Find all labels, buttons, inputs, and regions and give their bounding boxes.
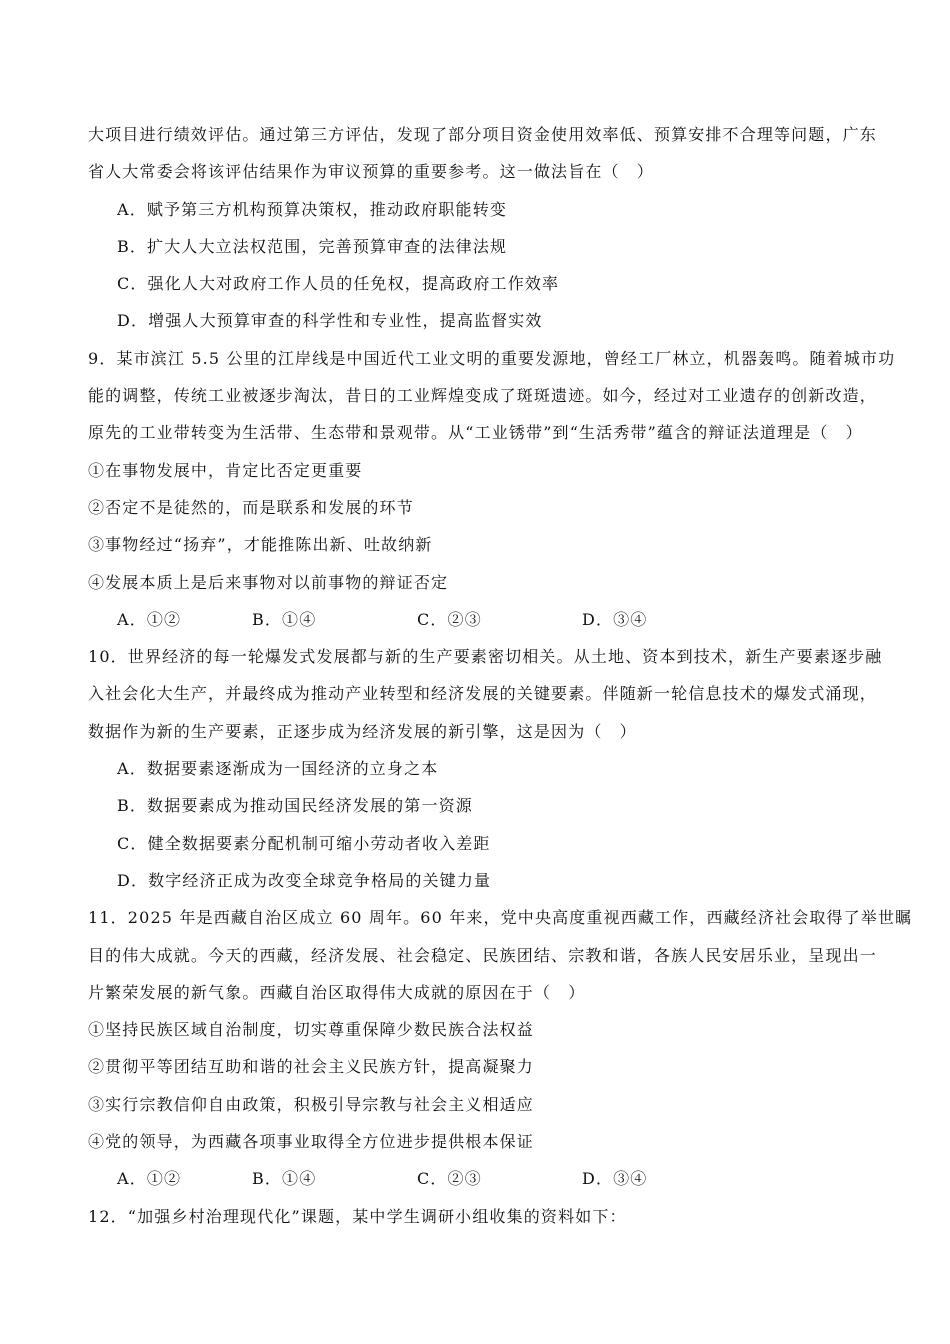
question-stem-line: 数据作为新的生产要素，正逐步成为经济发展的新引擎，这是因为（ ） (88, 721, 637, 741)
option-b: B．扩大人大立法权范围，完善预算审查的法律法规 (117, 236, 508, 256)
question-stem-line: 11．2025 年是西藏自治区成立 60 周年。60 年来，党中央高度重视西藏工作，西藏经济社会取得了举世瞩 (88, 908, 913, 928)
question-12 (88, 1198, 878, 1235)
statement-2: ②否定不是徒然的，而是联系和发展的环节 (88, 497, 414, 517)
question-stem-line: 大项目进行绩效评估。通过第三方评估，发现了部分项目资金使用效率低、预算安排不合理等问题，广东 (88, 125, 877, 144)
statement-1: ①在事物发展中，肯定比否定更重要 (88, 460, 363, 480)
statement-1: ①坚持民族区域自治制度，切实尊重保障少数民族合法权益 (88, 1020, 534, 1040)
question-stem-line: 12．“加强乡村治理现代化”课题，某中学生调研小组收集的资料如下： (88, 1206, 627, 1226)
statement-2: ②贯彻平等团结互助和谐的社会主义民族方针，提高凝聚力 (88, 1057, 534, 1077)
statement-4: ④发展本质上是后来事物对以前事物的辩证否定 (88, 572, 449, 592)
option-a: A．赋予第三方机构预算决策权，推动政府职能转变 (117, 199, 508, 219)
choice-d: D．③④ (582, 609, 648, 629)
question-stem-line: 目的伟大成就。今天的西藏，经济发展、社会稳定、民族团结、宗教和谐，各族人民安居乐业，呈现出一 (88, 945, 877, 965)
option-c: C．强化人大对政府工作人员的任免权，提高政府工作效率 (117, 274, 560, 294)
choice-d: D．③④ (582, 1169, 648, 1189)
answer-choices (88, 601, 878, 638)
choice-c: C．②③ (417, 609, 482, 629)
choice-b: B．①④ (252, 609, 317, 629)
statement-4: ④党的领导，为西藏各项事业取得全方位进步提供根本保证 (88, 1132, 534, 1152)
question-stem-line: 10．世界经济的每一轮爆发式发展都与新的生产要素密切相关。从土地、资本到技术，新生产要素逐步融 (88, 647, 883, 667)
exam-document (88, 116, 913, 1235)
option-c: C．健全数据要素分配机制可缩小劳动者收入差距 (117, 833, 491, 853)
choice-c: C．②③ (417, 1169, 482, 1189)
choice-a: A．①② (117, 609, 182, 629)
question-stem-line: 省人大常委会将该评估结果作为审议预算的重要参考。这一做法旨在（ ） (88, 162, 654, 182)
question-8 (88, 116, 878, 340)
option-a: A．数据要素逐渐成为一国经济的立身之本 (117, 759, 439, 779)
choice-a: A．①② (117, 1169, 182, 1189)
statement-3: ③事物经过“扬弃”，才能推陈出新、吐故纳新 (88, 535, 433, 555)
question-stem-line: 能的调整，传统工业被逐步淘汰，昔日的工业辉煌变成了斑斑遗迹。如今，经过对工业遗存的创新改造， (88, 386, 877, 406)
option-d: D．数字经济正成为改变全球竞争格局的关键力量 (117, 870, 492, 890)
question-stem-line: 片繁荣发展的新气象。西藏自治区取得伟大成就的原因在于（ ） (88, 982, 586, 1002)
option-b: B．数据要素成为推动国民经济发展的第一资源 (117, 796, 473, 816)
choice-b: B．①④ (252, 1169, 317, 1189)
statement-3: ③实行宗教信仰自由政策，积极引导宗教与社会主义相适应 (88, 1094, 534, 1114)
answer-choices (88, 1160, 878, 1197)
question-11 (88, 899, 913, 1197)
question-10 (88, 638, 883, 899)
question-stem-line: 9．某市滨江 5.5 公里的江岸线是中国近代工业文明的重要发源地，曾经工厂林立，机器轰鸣。随着城市功 (88, 348, 896, 368)
question-stem-line: 入社会化大生产，并最终成为推动产业转型和经济发展的关键要素。伴随新一轮信息技术的爆发式涌现， (88, 684, 877, 704)
question-9 (88, 340, 896, 638)
question-stem-line: 原先的工业带转变为生活带、生态带和景观带。从“工业锈带”到“生活秀带”蕴含的辩证法道理是（ ） (88, 423, 863, 443)
option-d: D．增强人大预算审查的科学性和专业性，提高监督实效 (117, 311, 543, 331)
